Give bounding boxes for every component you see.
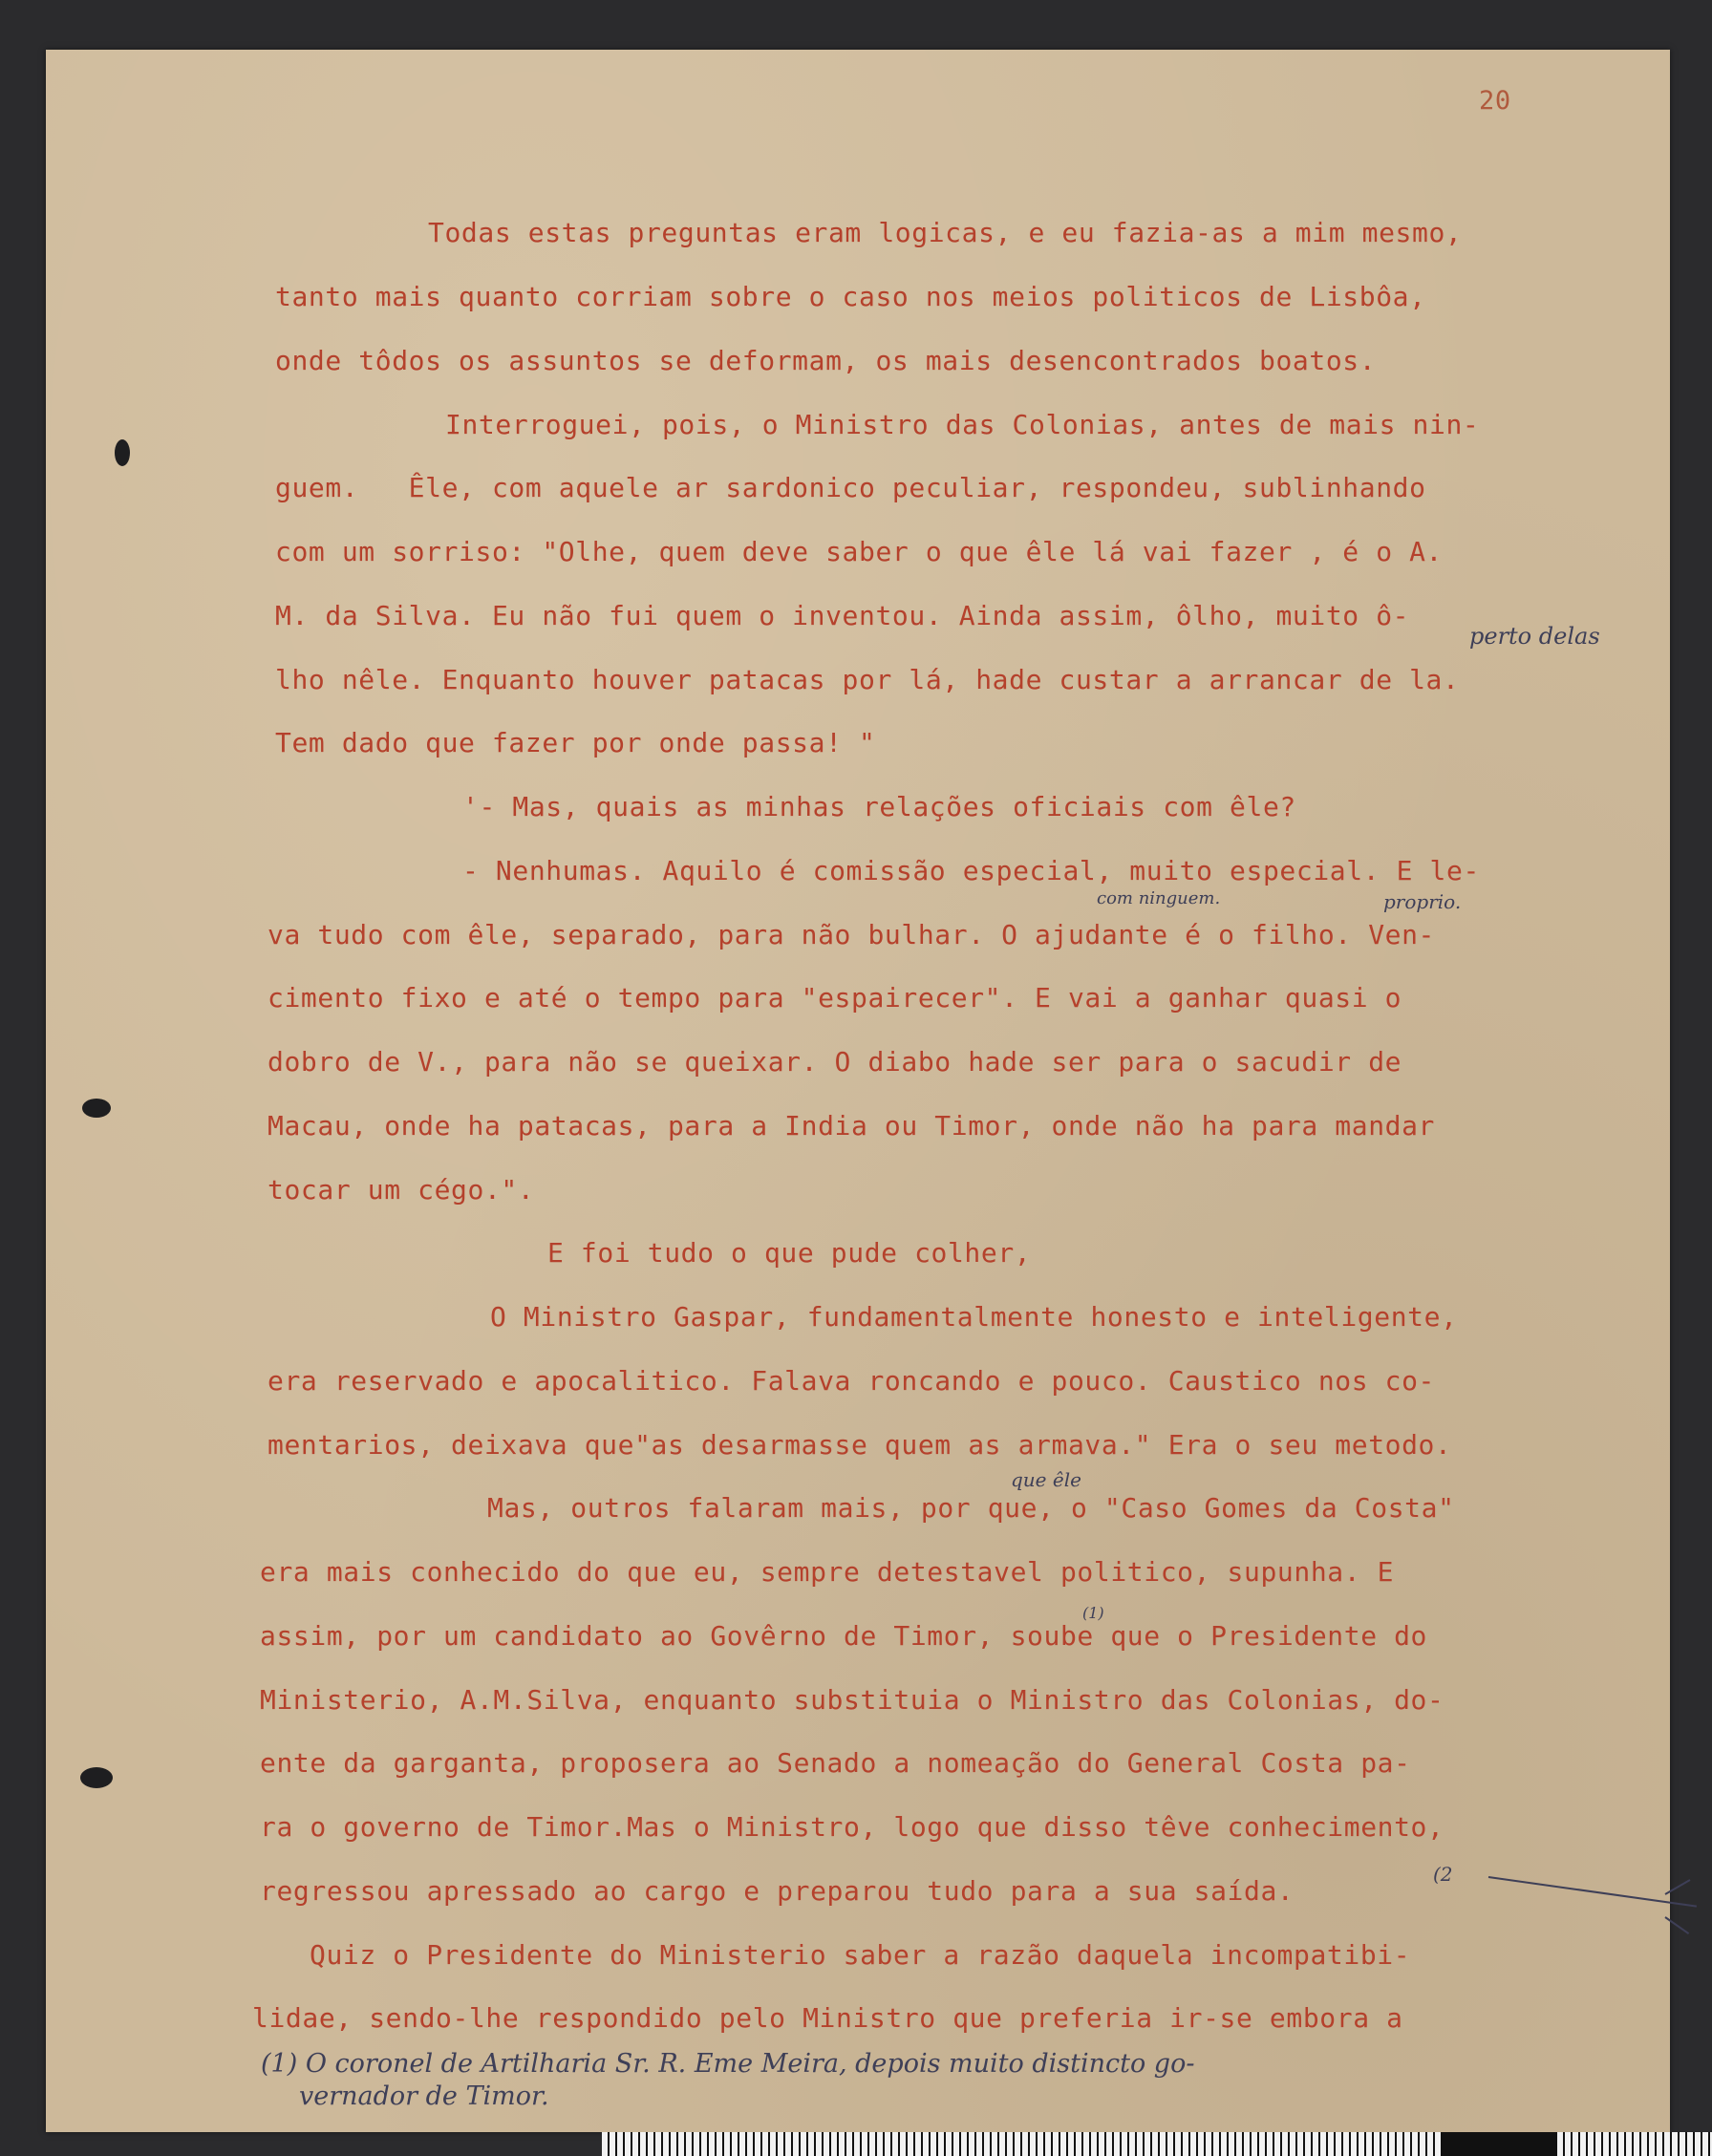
text-line: Interroguei, pois, o Ministro das Colonias, antes de mais nin-: [445, 409, 1480, 440]
text-line: ra o governo de Timor.Mas o Ministro, logo que disso têve conhecimento,: [260, 1811, 1444, 1843]
footnote-marker: (2: [1433, 1863, 1453, 1886]
text-line: M. da Silva. Eu não fui quem o inventou. Ainda assim, ôlho, muito ô-: [275, 600, 1410, 631]
text-line: '- Mas, quais as minhas relações oficiais com êle?: [462, 791, 1296, 822]
arrow-head: [1664, 1916, 1689, 1934]
footnote-text: (1) O coronel de Artilharia Sr. R. Eme Meira, depois muito distincto go-: [261, 2049, 1195, 2079]
text-line: va tudo com êle, separado, para não bulhar. O ajudante é o filho. Ven-: [268, 919, 1436, 950]
text-line: assim, por um candidato ao Govêrno de Timor, soube que o Presidente do: [260, 1620, 1428, 1652]
text-line: com um sorriso: "Olhe, quem deve saber o que êle lá vai fazer , é o A.: [275, 536, 1444, 567]
arrow-head: [1665, 1879, 1691, 1895]
text-line: - Nenhumas. Aquilo é comissão especial, muito especial. E le-: [462, 855, 1480, 886]
text-line: ente da garganta, proposera ao Senado a nomeação do General Costa pa-: [260, 1747, 1411, 1779]
punch-hole: [82, 1099, 111, 1118]
text-line: dobro de V., para não se queixar. O diabo hade ser para o sacudir de: [268, 1046, 1402, 1078]
text-line: Mas, outros falaram mais, por que, o "Caso Gomes da Costa": [487, 1492, 1455, 1524]
handwritten-insertion: perto delas: [1469, 623, 1600, 650]
text-line: Quiz o Presidente do Ministerio saber a razão daquela incompatibi-: [310, 1939, 1411, 1971]
text-line: O Ministro Gaspar, fundamentalmente honesto e inteligente,: [490, 1301, 1458, 1333]
text-line: Ministerio, A.M.Silva, enquanto substituia o Ministro das Colonias, do-: [260, 1684, 1444, 1716]
text-line: mentarios, deixava que"as desarmasse quem as armava." Era o seu metodo.: [268, 1429, 1452, 1461]
text-line: E foi tudo o que pude colher,: [547, 1237, 1032, 1269]
text-line: era reservado e apocalitico. Falava roncando e pouco. Caustico nos co-: [268, 1365, 1436, 1397]
handwritten-insertion: proprio.: [1383, 890, 1462, 913]
text-line: Tem dado que fazer por onde passa! ": [275, 727, 876, 758]
text-line: era mais conhecido do que eu, sempre detestavel politico, supunha. E: [260, 1556, 1395, 1588]
text-line: lho nêle. Enquanto houver patacas por lá, hade custar a arrancar de la.: [275, 664, 1460, 695]
page-number: 20: [1479, 86, 1511, 116]
text-line: Todas estas preguntas eram logicas, e eu fazia-as a mim mesmo,: [428, 217, 1463, 248]
text-line: tocar um cégo.".: [268, 1174, 535, 1206]
footnote-text: vernador de Timor.: [299, 2081, 549, 2111]
punch-hole: [115, 439, 130, 466]
text-line: lidae, sendo-lhe respondido pelo Ministro que preferia ir-se embora a: [252, 2002, 1403, 2034]
handwritten-insertion: que êle: [1011, 1468, 1081, 1491]
text-line: regressou apressado ao cargo e preparou tudo para a sua saída.: [260, 1875, 1295, 1907]
text-line: cimento fixo e até o tempo para "espairecer". E vai a ganhar quasi o: [268, 982, 1402, 1014]
text-line: Macau, onde ha patacas, para a India ou Timor, onde não ha para mandar: [268, 1110, 1436, 1142]
text-line: guem. Êle, com aquele ar sardonico peculiar, respondeu, sublinhando: [275, 472, 1426, 503]
document-page: [46, 50, 1670, 2132]
text-line: onde tôdos os assuntos se deformam, os mais desencontrados boatos.: [275, 345, 1377, 376]
scale-bar-block: [1443, 2132, 1557, 2156]
punch-hole: [80, 1767, 113, 1788]
handwritten-insertion: com ninguem.: [1097, 888, 1221, 908]
text-line: tanto mais quanto corriam sobre o caso nos meios politicos de Lisbôa,: [275, 281, 1426, 312]
footnote-marker: (1): [1082, 1604, 1104, 1622]
